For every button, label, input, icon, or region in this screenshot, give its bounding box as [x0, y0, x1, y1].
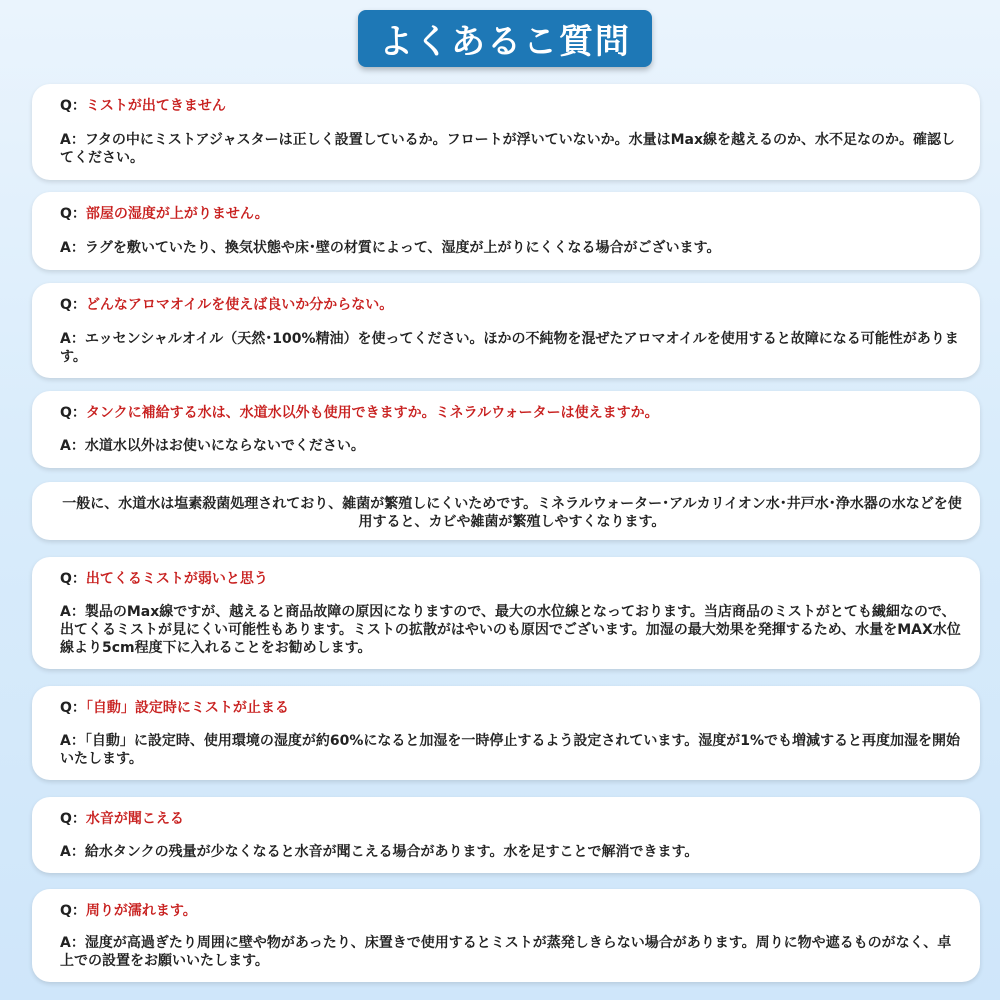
- a-prefix: A：: [60, 733, 85, 749]
- faq-card-3: [32, 283, 980, 378]
- question-text: 「自動」設定時にミストが止まる: [85, 700, 289, 716]
- a-prefix: A：: [60, 438, 85, 454]
- answer-line: [60, 330, 964, 366]
- q-prefix: Q：: [60, 571, 86, 587]
- q-prefix: Q：: [60, 903, 86, 919]
- faq-card-7: [32, 797, 980, 873]
- q-prefix: Q：: [60, 405, 86, 421]
- answer-line: [60, 934, 964, 970]
- question-line: [60, 203, 269, 223]
- answer-text: エッセンシャルオイル（天然･100%精油）を使ってください。ほかの不純物を混ぜたアロマオイルを使用すると故障になる可能性があります。: [60, 331, 959, 365]
- answer-text: 給水タンクの残量が少なくなると水音が聞こえる場合があります。水を足すことで解消できます。: [84, 844, 699, 860]
- q-prefix: Q：: [60, 98, 86, 114]
- a-prefix: A：: [60, 331, 85, 347]
- a-prefix: A：: [60, 604, 85, 620]
- question-text: タンクに補給する水は、水道水以外も使用できますか。ミネラルウォーターは使えますか。: [85, 405, 659, 421]
- question-text: 水音が聞こえる: [85, 811, 184, 827]
- note-text: 一般に、水道水は塩素殺菌処理されており、雑菌が繁殖しにくいためです。ミネラルウォーター･アルカリイオン水･井戸水･浄水器の水などを使用すると、カビや雑菌が繁殖しやすくなります。: [62, 496, 962, 530]
- question-line: [60, 402, 659, 422]
- title-badge: [358, 10, 652, 67]
- note-card: [32, 482, 980, 540]
- question-line: [60, 697, 289, 717]
- q-prefix: Q：: [60, 206, 86, 222]
- answer-text: ラグを敷いていたり、換気状態や床･壁の材質によって、湿度が上がりにくくなる場合がございます。: [84, 240, 721, 256]
- answer-line: [60, 603, 964, 657]
- answer-line: [60, 732, 964, 768]
- question-text: 出てくるミストが弱いと思う: [85, 571, 268, 587]
- page-title: よくあるこ質問: [379, 22, 631, 62]
- question-line: [60, 808, 184, 828]
- faq-card-2: [32, 192, 980, 270]
- faq-card-8: [32, 889, 980, 982]
- question-line: [60, 95, 226, 115]
- answer-line: [60, 131, 964, 167]
- faq-card-5: [32, 557, 980, 669]
- answer-line: [60, 239, 964, 257]
- answer-line: [60, 437, 964, 455]
- question-line: [60, 900, 197, 920]
- answer-text: 湿度が高過ぎたり周囲に壁や物があったり、床置きで使用するとミストが蒸発しきらない場合があります。周りに物や遮るものがなく、卓上での設置をお願いいたします。: [60, 935, 952, 969]
- answer-text: 水道水以外はお使いにならないでください。: [84, 438, 365, 454]
- a-prefix: A：: [60, 844, 85, 860]
- faq-card-6: [32, 686, 980, 780]
- answer-text: 製品のMax線ですが、越えると商品故障の原因になりますので、最大の水位線となっております。当店商品のミストがとても繊細なので、出てくるミストが見にくい可能性もあります。ミストの拡散がはやいのも原因でございます。加湿の最大効果を発揮するため、水量をMAX水位線より5cm程度下に入れることをお勧めします。: [60, 604, 961, 656]
- faq-card-4: [32, 391, 980, 468]
- answer-text: 「自動」に設定時、使用環境の湿度が約60%になると加湿を一時停止するよう設定されています。湿度が1%でも増減すると再度加湿を開始いたします。: [60, 733, 960, 767]
- answer-line: [60, 843, 964, 861]
- a-prefix: A：: [60, 132, 85, 148]
- answer-text: フタの中にミストアジャスターは正しく設置しているか。フロートが浮いていないか。水量はMax線を越えるのか、水不足なのか。確認してください。: [60, 132, 956, 166]
- question-line: [60, 568, 268, 588]
- question-text: ミストが出てきません: [85, 98, 226, 114]
- q-prefix: Q：: [60, 297, 86, 313]
- question-text: どんなアロマオイルを使えば良いか分からない。: [85, 297, 394, 313]
- a-prefix: A：: [60, 935, 85, 951]
- question-text: 部屋の湿度が上がりません。: [85, 206, 269, 222]
- q-prefix: Q：: [60, 811, 86, 827]
- question-text: 周りが濡れます。: [85, 903, 197, 919]
- a-prefix: A：: [60, 240, 85, 256]
- question-line: [60, 294, 393, 314]
- q-prefix: Q：: [60, 700, 86, 716]
- faq-card-1: [32, 84, 980, 180]
